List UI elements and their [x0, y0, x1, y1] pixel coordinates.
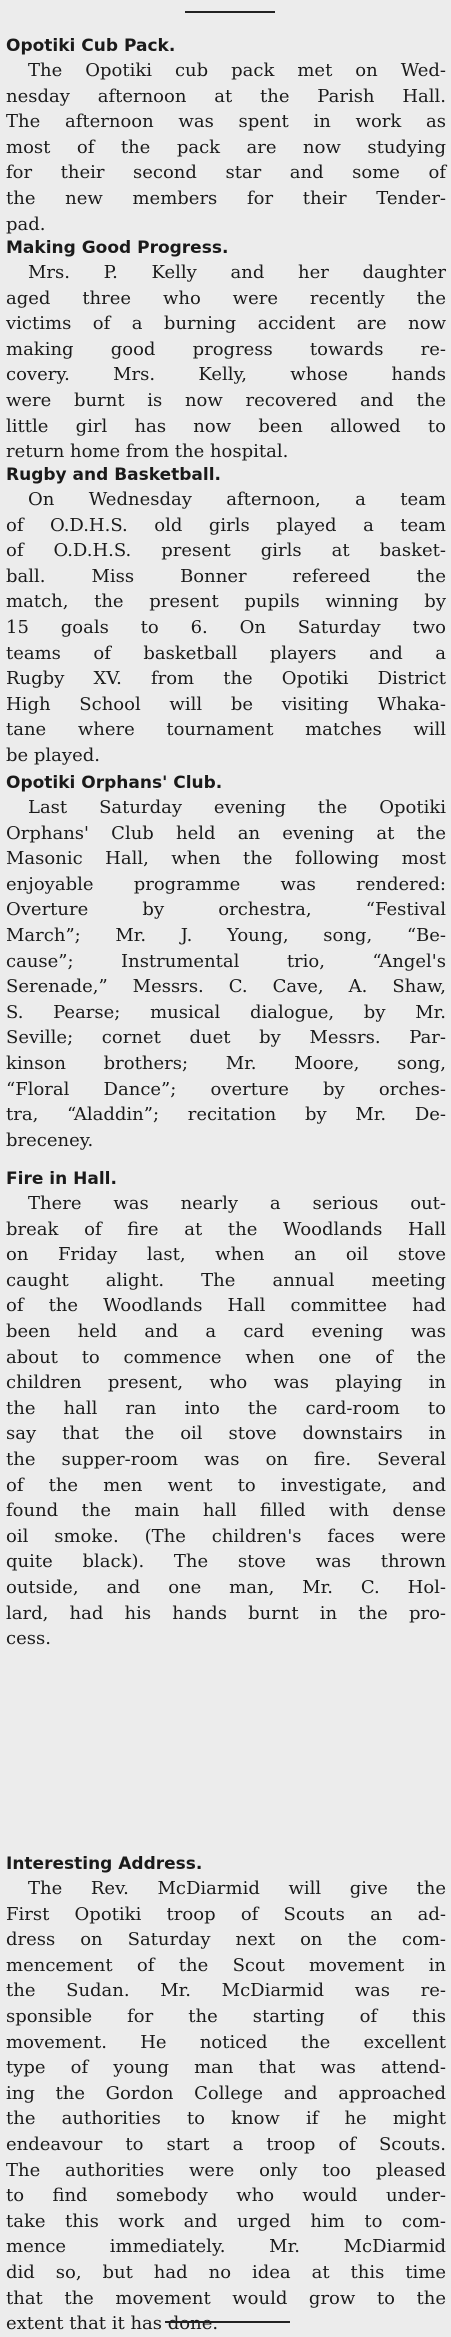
article-text-line: High School will be visiting Whaka-	[6, 693, 446, 715]
article-text-line: Rugby XV. from the Opotiki District	[6, 668, 446, 690]
article-text-line: the supper-room was on fire. Several	[6, 1448, 446, 1470]
article-text-line: The Rev. McDiarmid will give the	[28, 1878, 446, 1899]
article-text-line: break of fire at the Woodlands Hall	[6, 1218, 446, 1240]
article-text-line: “Floral Dance”; overture by orches-	[6, 1078, 446, 1100]
article-text-line: of O.D.H.S. present girls at basket-	[6, 540, 446, 562]
article-text-line: There was nearly a serious out-	[28, 1193, 446, 1214]
article-text-line: Mrs. P. Kelly and her daughter	[28, 262, 446, 283]
article-opotiki-orphans-club	[6, 771, 446, 1153]
article-body	[6, 487, 446, 769]
article-text-line: mencement of the Scout movement in	[6, 1954, 446, 1976]
article-fire-in-hall	[6, 1167, 446, 1652]
article-body	[6, 795, 446, 1153]
article-text-line: of O.D.H.S. old girls played a team	[6, 514, 446, 536]
article-text-line: On Wednesday afternoon, a team	[28, 489, 446, 510]
article-text-line: been held and a card evening was	[6, 1320, 446, 1342]
article-text-line: cause”; Instrumental trio, “Angel's	[6, 950, 446, 972]
article-text-line: return home from the hospital.	[6, 441, 289, 463]
article-text-line: mence immediately. Mr. McDiarmid	[6, 2236, 446, 2258]
article-text-line: victims of a burning accident are now	[6, 313, 446, 335]
article-text-line: were burnt is now recovered and the	[6, 389, 446, 411]
article-body	[6, 58, 446, 237]
article-text-line: Orphans' Club held an evening at the	[6, 822, 446, 844]
article-body	[6, 1876, 446, 2337]
article-text-line: children present, who was playing in	[6, 1372, 446, 1394]
article-headline: Interesting Address.	[6, 1854, 203, 1874]
article-text-line: March”; Mr. J. Young, song, “Be-	[6, 924, 446, 946]
article-text-line: to find somebody who would under-	[6, 2185, 446, 2207]
article-opotiki-cub-pack	[6, 34, 446, 237]
article-text-line: little girl has now been allowed to	[6, 415, 446, 437]
article-text-line: type of young man that was attend-	[6, 2057, 446, 2079]
article-headline: Rugby and Basketball.	[6, 465, 221, 485]
article-text-line: be played.	[6, 744, 100, 766]
article-text-line: most of the pack are now studying	[6, 136, 446, 158]
article-text-line: S. Pearse; musical dialogue, by Mr.	[6, 1001, 446, 1023]
article-text-line: sponsible for the starting of this	[6, 2005, 446, 2027]
article-text-line: the Sudan. Mr. McDiarmid was re-	[6, 1980, 446, 2002]
article-text-line: Last Saturday evening the Opotiki	[28, 797, 446, 818]
article-text-line: the new members for their Tender-	[6, 187, 446, 209]
article-text-line: oil smoke. (The children's faces were	[6, 1525, 446, 1547]
article-text-line: nesday afternoon at the Parish Hall.	[6, 85, 446, 107]
article-text-line: movement. He noticed the excellent	[6, 2031, 446, 2053]
article-headline: Fire in Hall.	[6, 1169, 117, 1189]
article-text-line: Overture by orchestra, “Festival	[6, 899, 446, 921]
article-body	[6, 260, 446, 465]
article-text-line: aged three who were recently the	[6, 287, 446, 309]
article-text-line: The authorities were only too pleased	[6, 2159, 446, 2181]
article-body	[6, 1191, 446, 1652]
article-text-line: making good progress towards re-	[6, 338, 446, 360]
article-text-line: of the men went to investigate, and	[6, 1474, 446, 1496]
article-text-line: The afternoon was spent in work as	[6, 111, 446, 133]
article-text-line: kinson brothers; Mr. Moore, song,	[6, 1052, 446, 1074]
article-text-line: for their second star and some of	[6, 162, 446, 184]
article-text-line: tane where tournament matches will	[6, 719, 446, 741]
top-column-rule	[185, 11, 275, 13]
article-text-line: teams of basketball players and a	[6, 642, 446, 664]
bottom-column-rule	[165, 2321, 290, 2323]
article-headline: Opotiki Cub Pack.	[6, 36, 176, 56]
article-text-line: match, the present pupils winning by	[6, 591, 446, 613]
article-text-line: dress on Saturday next on the com-	[6, 1929, 446, 1951]
article-text-line: cess.	[6, 1628, 51, 1650]
article-text-line: did so, but had no idea at this time	[6, 2261, 446, 2283]
article-text-line: on Friday last, when an oil stove	[6, 1244, 446, 1266]
article-rugby-and-basketball	[6, 463, 446, 769]
article-text-line: lard, had his hands burnt in the pro-	[6, 1602, 446, 1624]
article-text-line: the hall ran into the card-room to	[6, 1397, 446, 1419]
article-headline: Making Good Progress.	[6, 238, 229, 258]
article-interesting-address	[6, 1852, 446, 2337]
article-text-line: the authorities to know if he might	[6, 2108, 446, 2130]
article-text-line: Masonic Hall, when the following most	[6, 848, 446, 870]
article-text-line: The Opotiki cub pack met on Wed-	[28, 60, 446, 81]
article-making-good-progress	[6, 236, 446, 465]
article-text-line: Seville; cornet duet by Messrs. Par-	[6, 1027, 446, 1049]
article-text-line: say that the oil stove downstairs in	[6, 1423, 446, 1445]
article-text-line: covery. Mrs. Kelly, whose hands	[6, 364, 446, 386]
article-text-line: of the Woodlands Hall committee had	[6, 1295, 446, 1317]
article-text-line: caught alight. The annual meeting	[6, 1269, 446, 1291]
article-text-line: ing the Gordon College and approached	[6, 2082, 446, 2104]
article-text-line: endeavour to start a troop of Scouts.	[6, 2133, 446, 2155]
article-text-line: breceney.	[6, 1129, 94, 1151]
article-text-line: First Opotiki troop of Scouts an ad-	[6, 1903, 446, 1925]
article-text-line: outside, and one man, Mr. C. Hol-	[6, 1576, 446, 1598]
article-text-line: Serenade,” Messrs. C. Cave, A. Shaw,	[6, 976, 446, 998]
article-text-line: ball. Miss Bonner refereed the	[6, 565, 446, 587]
article-text-line: about to commence when one of the	[6, 1346, 446, 1368]
article-text-line: extent that it has done.	[6, 2313, 219, 2335]
article-text-line: enjoyable programme was rendered:	[6, 873, 446, 895]
article-text-line: that the movement would grow to the	[6, 2287, 446, 2309]
article-text-line: take this work and urged him to com-	[6, 2210, 446, 2232]
article-text-line: pad.	[6, 213, 46, 235]
article-text-line: quite black). The stove was thrown	[6, 1551, 446, 1573]
article-text-line: 15 goals to 6. On Saturday two	[6, 616, 446, 638]
article-text-line: tra, “Aladdin”; recitation by Mr. De-	[6, 1104, 446, 1126]
article-text-line: found the main hall filled with dense	[6, 1500, 446, 1522]
article-headline: Opotiki Orphans' Club.	[6, 773, 223, 793]
